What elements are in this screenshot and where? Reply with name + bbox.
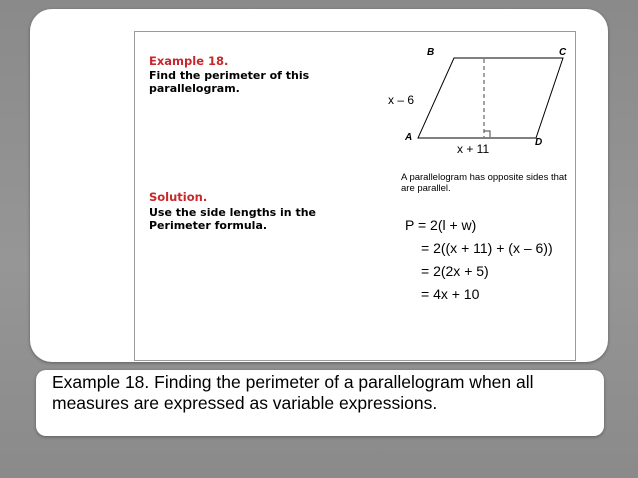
example-title: Example 18. (149, 54, 229, 68)
equation-line-3: = 2(2x + 5) (421, 263, 489, 279)
parallelogram-shape (418, 58, 563, 138)
parallel-note: A parallelogram has opposite sides that are parallel. (401, 172, 567, 194)
caption-box (36, 370, 604, 436)
caption-text: Example 18. Finding the perimeter of a parallelogram when all measures are expressed as variable expressions. (52, 372, 534, 413)
equation-line-4: = 4x + 10 (421, 286, 480, 302)
equation-line-1: P = 2(l + w) (405, 217, 477, 233)
vertex-c-label: C (559, 47, 567, 58)
equation-line-2: = 2((x + 11) + (x – 6)) (421, 240, 553, 256)
vertex-a-label: A (405, 132, 413, 143)
side-label-left: x – 6 (388, 93, 415, 107)
example-prompt: Find the perimeter of this parallelogram. (149, 69, 310, 95)
solution-title: Solution. (149, 190, 208, 204)
slide-content (134, 31, 576, 361)
side-label-bottom: x + 11 (457, 142, 490, 156)
vertex-d-label: D (535, 137, 543, 148)
solution-text: Use the side lengths in the Perimeter formula. (149, 206, 317, 232)
slide-panel (30, 9, 608, 362)
vertex-b-label: B (427, 47, 435, 58)
right-angle-mark (484, 131, 490, 137)
